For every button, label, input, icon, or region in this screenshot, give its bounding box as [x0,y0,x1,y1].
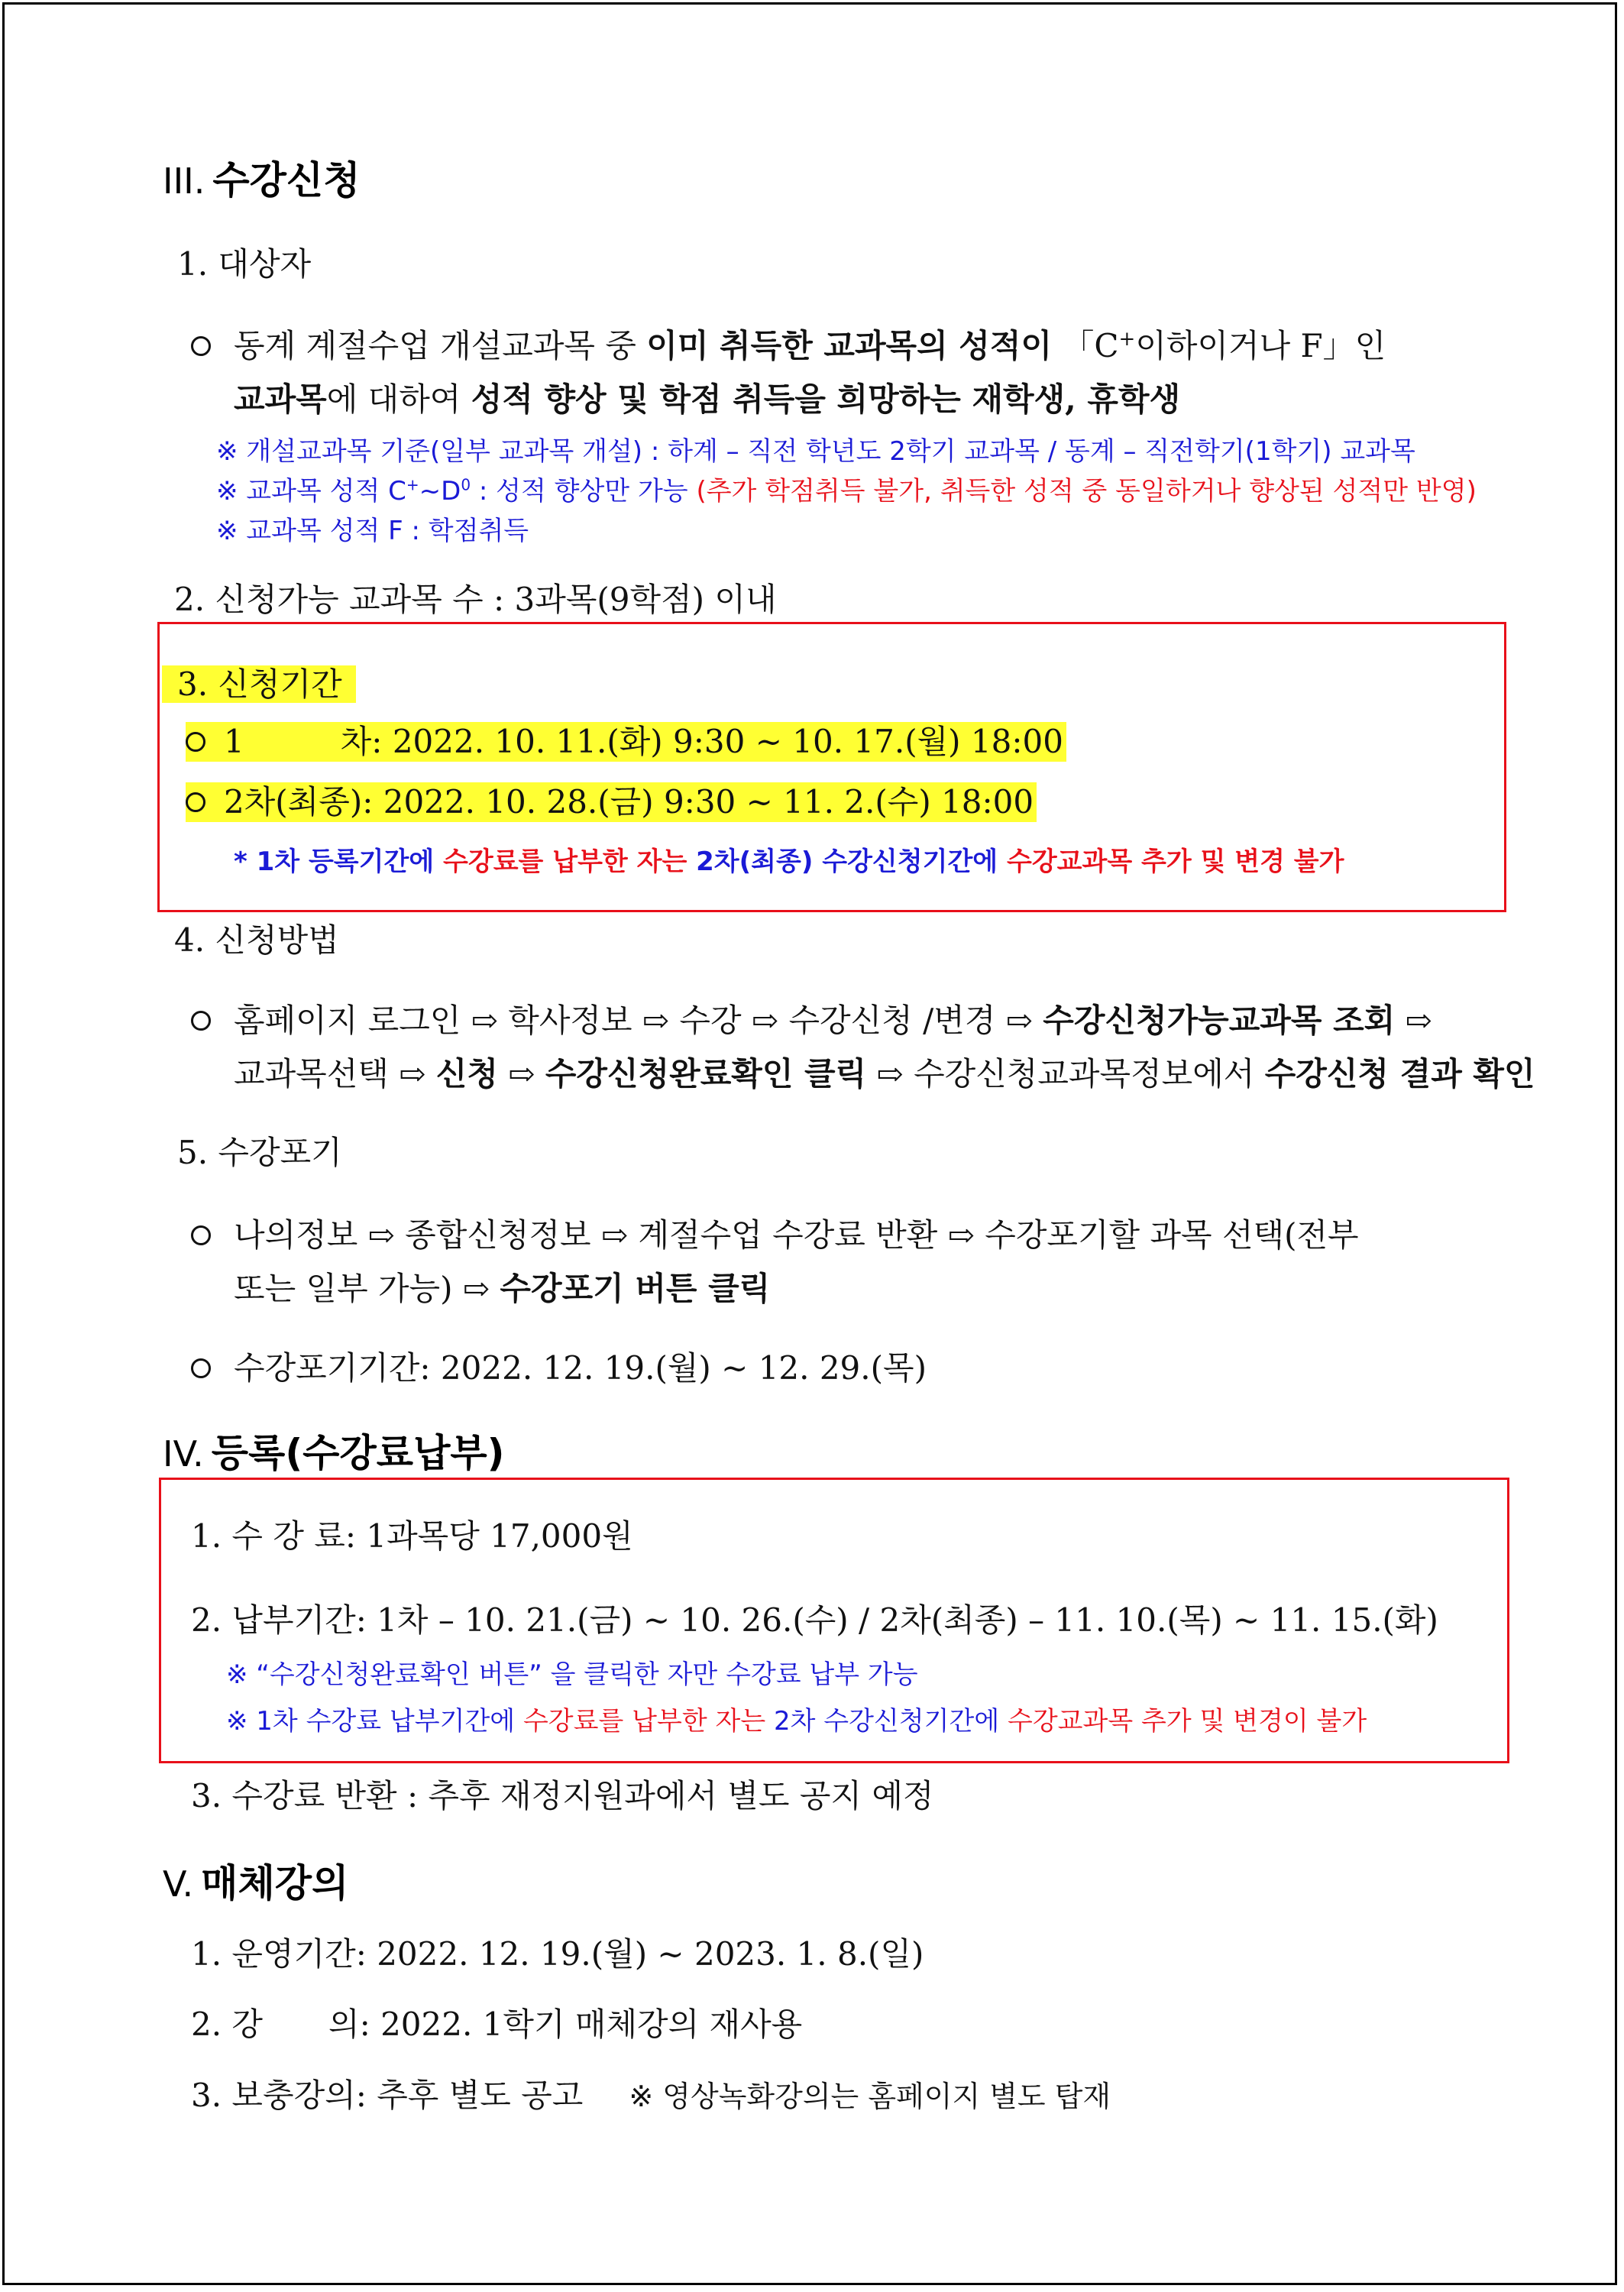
section-3-title [163,150,361,205]
s3-item5-line2: 또는 일부 가능) ⇨ 수강포기 버튼 클릭 [234,1270,771,1307]
period-row-2: 2차(최종): 2022. 10. 28.(금) 9:30 ~ 11. 2.(수) 18:00 [186,782,1037,822]
s3-item1-line2: 교과목에 대하여 성적 향상 및 학점 취득을 희망하는 재학생, 휴학생 [234,380,1181,418]
s4-item3: 3. 수강료 반환 : 추후 재정지원과에서 별도 공지 예정 [191,1777,934,1814]
s4-item2: 2. 납부기간: 1차 – 10. 21.(금) ~ 10. 26.(수) / 2차(최종) – 11. 10.(목) ~ 11. 15.(화) [191,1601,1438,1639]
s3-item1-heading: 1. 대상자 [177,245,312,283]
s3-note-grade-f: ※ 교과목 성적 F : 학점취득 [216,516,529,546]
s4-item1: 1. 수 강 료: 1과목당 17,000원 [191,1517,633,1555]
s4-note1: ※ “수강신청완료확인 버튼” 을 클릭한 자만 수강료 납부 가능 [226,1659,918,1690]
section-4-title [163,1423,505,1478]
section-3-number: III. [163,160,205,202]
s3-item4-heading: 4. 신청방법 [174,921,339,959]
s4-note2: ※ 1차 수강료 납부기간에 수강료를 납부한 자는 2차 수강신청기간에 수강교과목 추가 및 변경이 불가 [226,1706,1367,1737]
bullet-circle-icon [191,1358,211,1378]
bullet-circle-icon [191,1225,211,1245]
section-5-title-text: 매체강의 [201,1861,349,1905]
s5-item3: 3. 보충강의: 추후 별도 공고 ※ 영상녹화강의는 홈페이지 별도 탑재 [191,2077,1111,2114]
s3-note-course-basis: ※ 개설교과목 기준(일부 교과목 개설) : 하계 – 직전 학년도 2학기 교과목 / 동계 – 직전학기(1학기) 교과목 [216,436,1415,467]
bullet-circle-icon [186,732,205,752]
s3-note-grade-c-d: ※ 교과목 성적 $C^+\sim D^0$ : 성적 향상만 가능 (추가 학점취득 불가, 취득한 성적 중 동일하거나 향상된 성적만 반영) [216,475,1477,507]
s3-item5-heading: 5. 수강포기 [177,1134,342,1171]
period-row-1: 1 차: 2022. 10. 11.(화) 9:30 ~ 10. 17.(월) 18:00 [186,722,1066,762]
bullet-circle-icon [191,336,211,356]
s3-item5-line1: 나의정보 ⇨ 종합신청정보 ⇨ 계절수업 수강료 반환 ⇨ 수강포기할 과목 선택(전부 [191,1210,1467,1256]
s3-item1-line1: 동계 계절수업 개설교과목 중 이미 취득한 교과목의 성적이 「C+이하이거나 F」인 [191,321,1451,367]
s3-item3-heading: 3. 신청기간 [162,659,356,705]
bullet-circle-icon [191,1011,211,1031]
s5-item2: 2. 강 의: 2022. 1학기 매체강의 재사용 [191,2006,803,2043]
section-3-title-text: 수강신청 [212,158,361,202]
section-5-title [163,1853,348,1908]
period-note: * 1차 등록기간에 수강료를 납부한 자는 2차(최종) 수강신청기간에 수강교과목 추가 및 변경 불가 [234,847,1344,877]
section-5-number: V. [163,1863,194,1905]
section-4-number: IV. [163,1433,204,1475]
bullet-circle-icon [186,792,205,812]
section-4-title-text: 등록(수강료납부) [211,1431,505,1475]
s3-item4-line1: 홈페이지 로그인 ⇨ 학사정보 ⇨ 수강 ⇨ 수강신청 /변경 ⇨ 수강신청가능교과목 조회 ⇨ [191,995,1432,1041]
s5-item1: 1. 운영기간: 2022. 12. 19.(월) ~ 2023. 1. 8.(일) [191,1935,924,1973]
s3-item2-heading: 2. 신청가능 교과목 수 : 3과목(9학점) 이내 [174,581,777,618]
s3-item4-line2: 교과목선택 ⇨ 신청 ⇨ 수강신청완료확인 클릭 ⇨ 수강신청교과목정보에서 수강신청 결과 확인 [234,1055,1535,1093]
s3-item5-line3: 수강포기기간: 2022. 12. 19.(월) ~ 12. 29.(목) [191,1343,927,1389]
